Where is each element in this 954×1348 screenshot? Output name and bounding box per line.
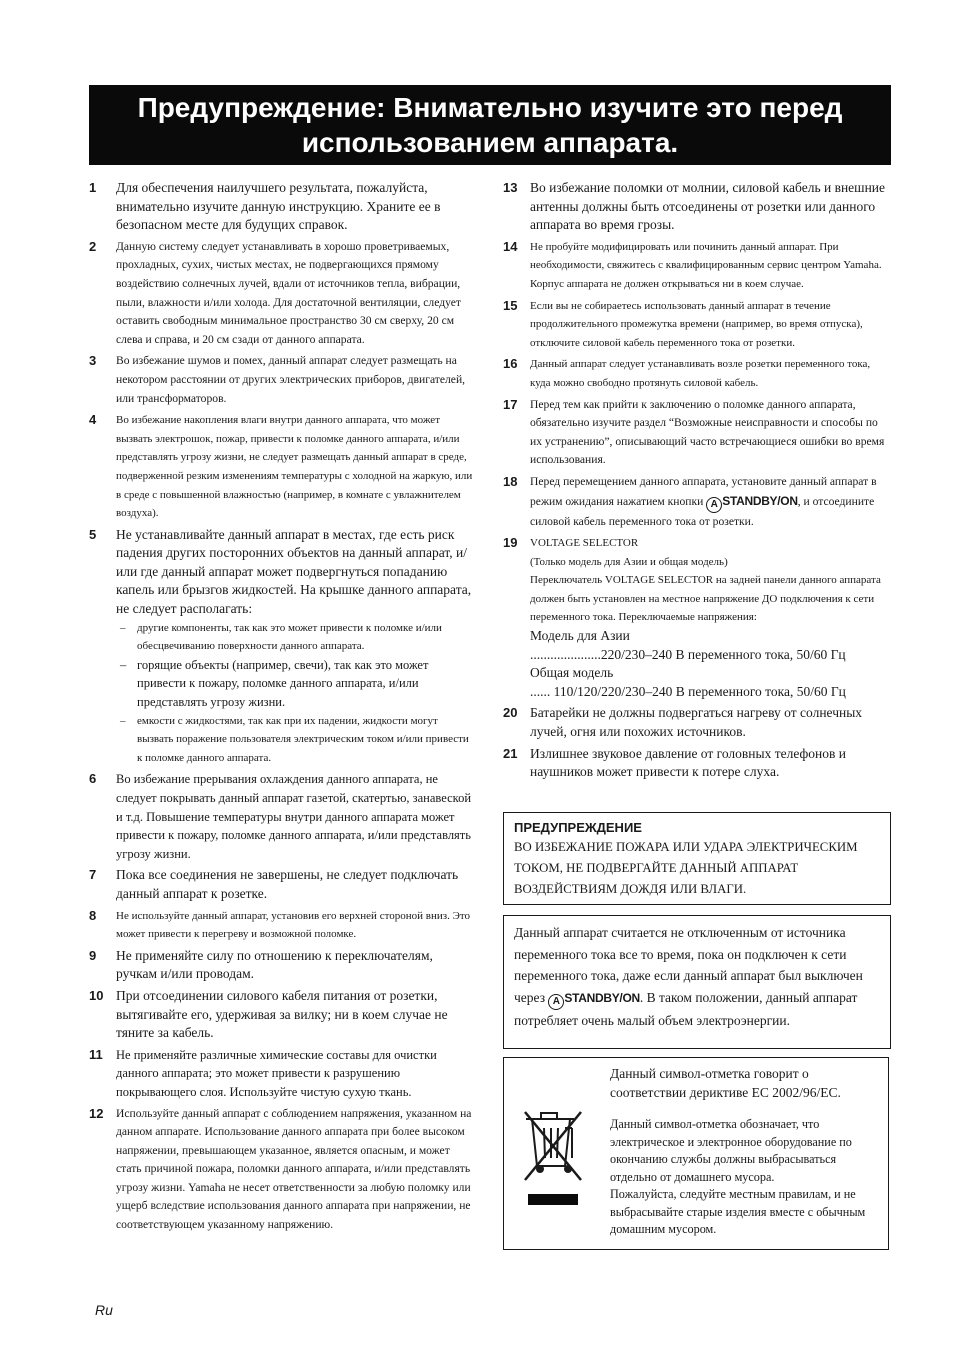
item-text: Используйте данный аппарат с соблюдением напряжения, указанном на данном аппарате. Использование данного аппарата при более высоком напряжении, превышающем указанное, является опасным, и может стать причиной пожара, поломки данного аппарата, и/или представлять угрозу жизни. Yamaha не несет ответственности за любую поломку или ущерб вследствие использования данного аппарата при напряжении, не соответствующем указанному напряжению. xyxy=(116,1106,472,1232)
weee-paragraph: Пожалуйста, следуйте местным правилам, и не выбрасывайте старые изделия вместе с обычным домашним мусором. xyxy=(610,1187,866,1236)
item-number: 4 xyxy=(89,412,97,428)
page-title-banner xyxy=(89,85,891,165)
standby-on-text: STANDBY/ON xyxy=(564,990,640,1005)
list-item xyxy=(503,704,891,741)
list-item xyxy=(89,770,476,863)
dash-marker: – xyxy=(120,714,126,727)
warning-box xyxy=(503,812,891,905)
item-text: Батарейки не должны подвергаться нагреву от солнечных лучей, огня или похожих источников. xyxy=(530,705,863,740)
crossed-out-wheelie-bin-icon xyxy=(524,1110,582,1206)
item-number: 5 xyxy=(89,526,97,542)
list-item xyxy=(89,987,476,1043)
voltage-model-asia-value: .....................220/230–240 В переменного тока, 50/60 Гц xyxy=(530,646,846,662)
standby-on-label xyxy=(706,495,797,508)
item-text: Во избежание накопления влаги внутри данного аппарата, что может вызвать электрошок, пожар, привести к поломке данного аппарата, и/или представлять угрозу жизни, не следует размещать данный аппарат в среде, подверженной резким изменениям температуры с холодной на жаркую, или в среде с повышенной влажностью (например, в комнате с увлажнителем воздуха). xyxy=(116,414,473,520)
voltage-model-general-label: Общая модель xyxy=(530,665,614,681)
item-text-after: , и отсоедините силовой кабель переменного тока от розетки. xyxy=(530,494,875,528)
list-item xyxy=(503,238,891,294)
item-text: Не пробуйте модифицировать или починить данный аппарат. При необходимости, свяжитесь с квалифицированным сервис центром Yamaha. Корпус аппарата не должен открываться ни в коем случае. xyxy=(530,240,882,290)
item-number: 18 xyxy=(503,473,518,489)
item-number: 10 xyxy=(89,987,104,1003)
voltage-model-asia-label: Модель для Азии xyxy=(530,628,630,644)
standby-notice-text-before: Данный аппарат считается не отключенным от источника переменного тока все то время, пока он подключен к сети переменного тока, даже если данный аппарат был выключен через xyxy=(514,925,863,1005)
item-heading: VOLTAGE SELECTOR xyxy=(530,537,639,550)
sub-list-item xyxy=(116,656,476,712)
right-column xyxy=(503,179,891,785)
list-item xyxy=(89,352,476,408)
item-text: Не применяйте силу по отношению к переключателям, ручкам и/или проводам. xyxy=(116,947,433,982)
standby-on-label xyxy=(548,990,639,1005)
sub-list-item xyxy=(116,619,476,656)
item-number: 3 xyxy=(89,353,97,369)
list-item xyxy=(503,396,891,470)
warning-text: ВО ИЗБЕЖАНИЕ ПОЖАРА ИЛИ УДАРА ЭЛЕКТРИЧЕСКИМ ТОКОМ, НЕ ПОДВЕРГАЙТЕ ДАННЫЙ АППАРАТ ВОЗДЕЙСТВИЯМ ДОЖДЯ ИЛИ ВЛАГИ. xyxy=(514,840,858,896)
sub-list-item xyxy=(116,712,476,768)
item-text: Во избежание шумов и помех, данный аппарат следует размещать на некотором расстоянии от других электрических приборов, двигателей, или трансформаторов. xyxy=(116,354,466,405)
item-text: Во избежание прерывания охлаждения данного аппарата, не следует покрывать данный аппарат газетой, скатертью, занавеской и т.д. Повышение температуры внутри данного аппарата может привести к пожару, поломке данного аппарата, и/или представлять угрозу жизни. xyxy=(116,772,472,861)
list-item xyxy=(503,355,891,392)
item-text-before: Перед перемещением данного аппарата, установите данный аппарат в режим ожидания нажатием кнопки xyxy=(530,474,877,508)
weee-text-block xyxy=(610,1064,885,1239)
list-item xyxy=(89,866,476,903)
item-text: Пока все соединения не завершены, не следует подключать данный аппарат к розетке. xyxy=(116,867,459,901)
item-text: Излишнее звуковое давление от головных телефонов и наушников может привести к потере слуха. xyxy=(530,745,846,780)
item-number: 9 xyxy=(89,947,97,963)
standby-notice-text-after: . В таком положении, данный аппарат потребляет очень малый объем электроэнергии. xyxy=(514,989,858,1028)
sub-item-text: горящие объекты (например, свечи), так как это может привести к пожару, поломке данного аппарата, и/или представлять угрозу жизни. xyxy=(137,657,429,710)
list-item xyxy=(503,745,891,782)
dash-marker: – xyxy=(120,621,126,634)
item-note: (Только модель для Азии и общая модель) xyxy=(530,555,728,568)
item-number: 17 xyxy=(503,396,518,412)
list-item xyxy=(89,238,476,350)
item-number: 7 xyxy=(89,867,97,883)
list-item xyxy=(89,907,476,944)
sub-item-text: другие компоненты, так как это может привести к поломке и/или обесцвечиванию поверхности данного аппарата. xyxy=(137,621,442,653)
item-number: 21 xyxy=(503,745,518,761)
standby-on-text: STANDBY/ON xyxy=(722,493,798,508)
item-number: 13 xyxy=(503,180,518,195)
voltage-model-general-value: ...... 110/120/220/230–240 В переменного тока, 50/60 Гц xyxy=(530,683,846,699)
item-number: 15 xyxy=(503,297,518,313)
list-item xyxy=(89,179,476,235)
item-text: При отсоединении силового кабеля питания от розетки, вытягивайте его, удерживая за вилку; ни в коем случае не тяните за кабель. xyxy=(116,987,448,1041)
item-text: Данный аппарат следует устанавливать возле розетки переменного тока, куда можно свободно протянуть силовой кабель. xyxy=(530,358,871,389)
standby-notice-box xyxy=(503,915,891,1049)
standby-symbol-icon: A xyxy=(706,497,722,513)
item-text: Переключатель VOLTAGE SELECTOR на задней панели данного аппарата должен быть установлен на местное напряжение ДО подключения к сети переменного тока. Переключаемые напряжения: xyxy=(530,574,881,624)
item-text xyxy=(530,473,891,531)
list-item xyxy=(89,411,476,523)
item-number: 2 xyxy=(89,238,97,254)
weee-notice-box xyxy=(503,1057,889,1250)
item-text: Если вы не собираетесь использовать данный аппарат в течение продолжительного промежутка времени (например, во время отпуска), отключите силовой кабель переменного тока от розетки. xyxy=(530,299,863,349)
list-item xyxy=(503,297,891,353)
item-text: Не используйте данный аппарат, установив его верхней стороной вниз. Это может привести к перегреву и возможной поломке. xyxy=(116,909,470,941)
item-text: Данную систему следует устанавливать в хорошо проветриваемых, прохладных, сухих, чистых местах, не подвергающихся прямому воздействию солнечных лучей, вдали от источников тепла, вибрации, пыли, влажности и/или холода. Для достаточной вентиляции, следует оставить свободным минимальное пространство 30 см сверху, 20 см слева и справа, и 20 см сзади от данного аппарата. xyxy=(116,239,461,346)
list-item xyxy=(503,473,891,531)
weee-paragraph: Данный символ-отметка обозначает, что электрическое и электронное оборудование по окончанию службы должны выбрасываться отдельно от домашнего мусора. xyxy=(610,1117,852,1184)
list-item xyxy=(89,947,476,984)
item-text: Во избежание поломки от молнии, силовой кабель и внешние антенны должны быть отсоединены от розетки или данного аппарата во время грозы. xyxy=(530,180,886,233)
list-item xyxy=(503,534,891,701)
weee-paragraph: Данный символ-отметка говорит о соответствии дериктиве ЕС 2002/96/ЕС. xyxy=(610,1066,841,1100)
item-number: 14 xyxy=(503,238,518,254)
standby-symbol-icon: A xyxy=(548,994,564,1010)
list-item xyxy=(89,526,476,768)
list-item xyxy=(89,1105,476,1235)
dash-marker: – xyxy=(120,657,127,672)
item-number: 11 xyxy=(89,1046,103,1062)
left-column xyxy=(89,179,476,1238)
item-number: 12 xyxy=(89,1105,104,1121)
warning-title: ПРЕДУПРЕЖДЕНИЕ xyxy=(514,820,642,835)
item-number: 16 xyxy=(503,356,518,372)
item-text: Перед тем как прийти к заключению о поломке данного аппарата, обязательно изучите раздел “Возможные неисправности и способы по их устранению”, описывающий часто встречающиеся ошибки во время использования. xyxy=(530,397,885,467)
sub-item-text: емкости с жидкостями, так как при их падении, жидкости могут вызвать поражение пользователя электрическим током и/или привести к поломке данного аппарата. xyxy=(137,714,469,764)
item-number: 8 xyxy=(89,907,97,923)
page-footer-language: Ru xyxy=(95,1302,113,1318)
list-item xyxy=(503,179,891,235)
page-title-line-2: использованием аппарата. xyxy=(301,127,679,158)
item-number: 20 xyxy=(503,705,518,721)
item-number: 19 xyxy=(503,535,518,551)
item-text: Не устанавливайте данный аппарат в местах, где есть риск падения других посторонних объектов на данный аппарат, и/или где данный аппарат может подвергнуться попаданию капель или брызгов жидкостей. На крышке данного аппарата, не следует располагать: xyxy=(116,526,472,617)
list-item xyxy=(89,1046,476,1102)
item-number: 1 xyxy=(89,180,97,195)
item-number: 6 xyxy=(89,771,97,787)
page-title-line-1: Предупреждение: Внимательно изучите это перед xyxy=(137,92,843,123)
item-text: Для обеспечения наилучшего результата, пожалуйста, внимательно изучите данную инструкцию. Храните ее в безопасном месте для будущих справок. xyxy=(116,180,441,233)
item-text: Не применяйте различные химические составы для очистки данного аппарата; это может привести к разрушению покрывающего слоя. Используйте чистую сухую ткань. xyxy=(116,1047,437,1099)
